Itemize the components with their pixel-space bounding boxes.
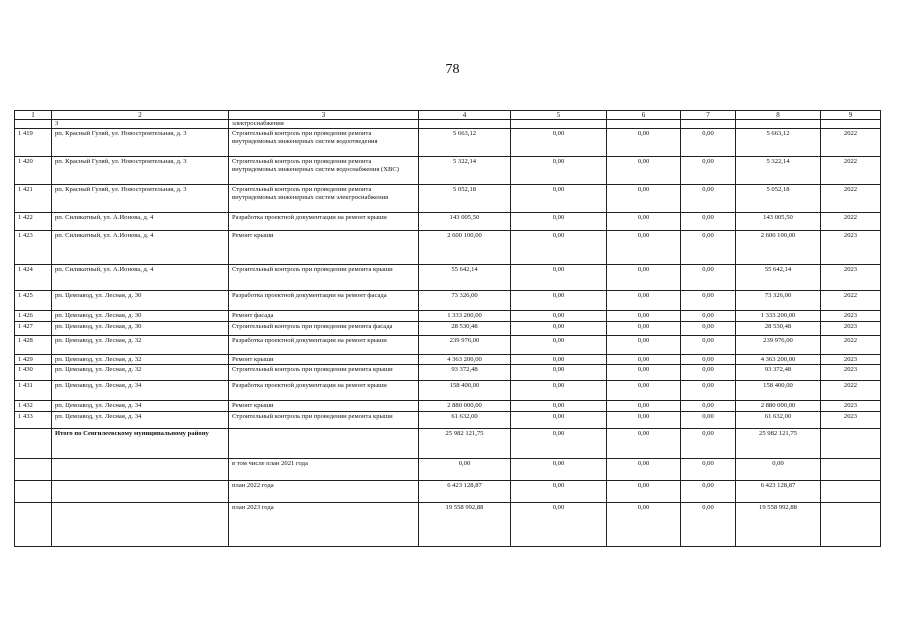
cell-work: Разработка проектной документации на ремонт крыши bbox=[229, 381, 419, 401]
cell-work: Разработка проектной документации на ремонт крыши bbox=[229, 335, 419, 354]
cell-value: 0,00 bbox=[681, 291, 736, 311]
cell-value: 0,00 bbox=[511, 213, 607, 231]
cell-address: рп. Силикатный, ул. А.Ионова, д. 4 bbox=[52, 231, 229, 265]
cell-value: 0,00 bbox=[511, 335, 607, 354]
plan-label: план 2023 года bbox=[229, 502, 419, 546]
cell-empty bbox=[52, 480, 229, 502]
cell-value: 0,00 bbox=[511, 354, 607, 365]
cell-value: 55 642,14 bbox=[419, 265, 511, 291]
cell-work: Ремонт крыши bbox=[229, 401, 419, 412]
table-row bbox=[15, 381, 881, 401]
cell-value: 0,00 bbox=[511, 365, 607, 381]
cell-work: Ремонт крыши bbox=[229, 231, 419, 265]
column-header: 9 bbox=[821, 111, 881, 120]
cell-value: 2022 bbox=[821, 185, 881, 213]
cell-value: 5 052,18 bbox=[419, 185, 511, 213]
cell-address: рп. Цемзавод, ул. Лесная, д. 34 bbox=[52, 401, 229, 412]
plan-value: 0,00 bbox=[511, 502, 607, 546]
cell-work: Строительный контроль при проведении ремонта крыши bbox=[229, 411, 419, 428]
cell-value: 0,00 bbox=[511, 291, 607, 311]
plan-label: в том числе план 2021 года bbox=[229, 458, 419, 480]
cell-address: рп. Красный Гуляй, ул. Новостроительная, д. 3 bbox=[52, 185, 229, 213]
cell-value: 4 363 200,00 bbox=[419, 354, 511, 365]
cell-row-number: 1 432 bbox=[15, 401, 52, 412]
cell-work: Ремонт фасада bbox=[229, 311, 419, 322]
plan-value: 0,00 bbox=[681, 480, 736, 502]
cell-value: 0,00 bbox=[681, 129, 736, 157]
plan-row bbox=[15, 502, 881, 546]
cell-value: 0,00 bbox=[607, 321, 681, 335]
plan-value: 0,00 bbox=[681, 458, 736, 480]
cell-row-number: 1 425 bbox=[15, 291, 52, 311]
cell-empty bbox=[511, 120, 607, 129]
plan-value: 0,00 bbox=[607, 458, 681, 480]
table-row bbox=[15, 401, 881, 412]
cell-empty bbox=[821, 428, 881, 458]
cell-value: 0,00 bbox=[681, 157, 736, 185]
plan-value: 19 558 992,88 bbox=[736, 502, 821, 546]
cell-work: Строительный контроль при проведении ремонта внутридомовых инженерных систем водоотведения bbox=[229, 129, 419, 157]
cell-empty bbox=[15, 458, 52, 480]
cell-row-number: 1 433 bbox=[15, 411, 52, 428]
cell-value: 1 333 200,00 bbox=[736, 311, 821, 322]
cell-value: 0,00 bbox=[607, 335, 681, 354]
cell-row-number: 1 422 bbox=[15, 213, 52, 231]
cell-row-number: 1 428 bbox=[15, 335, 52, 354]
cell-value: 0,00 bbox=[607, 185, 681, 213]
cell-value: 0,00 bbox=[681, 265, 736, 291]
cell-work: Строительный контроль при проведении ремонта фасада bbox=[229, 321, 419, 335]
cell-value: 2022 bbox=[821, 335, 881, 354]
cell-value: 2022 bbox=[821, 213, 881, 231]
cell-value: 4 363 200,00 bbox=[736, 354, 821, 365]
cell-work: Строительный контроль при проведении ремонта крыши bbox=[229, 365, 419, 381]
cell-empty bbox=[419, 120, 511, 129]
plan-value: 6 423 128,87 bbox=[419, 480, 511, 502]
cell-value: 0,00 bbox=[607, 381, 681, 401]
column-header: 1 bbox=[15, 111, 52, 120]
cell-value: 0,00 bbox=[607, 231, 681, 265]
cell-value: 0,00 bbox=[511, 157, 607, 185]
column-header: 2 bbox=[52, 111, 229, 120]
cell-work: Строительный контроль при проведении ремонта крыши bbox=[229, 265, 419, 291]
page-number: 78 bbox=[445, 62, 460, 77]
cell-address: рп. Красный Гуляй, ул. Новостроительная, д. 3 bbox=[52, 157, 229, 185]
cell-work: Строительный контроль при проведении ремонта внутридомовых инженерных систем электроснабжения bbox=[229, 185, 419, 213]
total-value: 0,00 bbox=[681, 428, 736, 458]
cell-row-number: 1 431 bbox=[15, 381, 52, 401]
cell-value: 0,00 bbox=[681, 365, 736, 381]
cell-value: 0,00 bbox=[511, 185, 607, 213]
cell-row-number: 1 424 bbox=[15, 265, 52, 291]
table-row bbox=[15, 335, 881, 354]
plan-value: 0,00 bbox=[681, 502, 736, 546]
cell-empty bbox=[52, 458, 229, 480]
cell-value: 0,00 bbox=[607, 354, 681, 365]
cell-value: 0,00 bbox=[681, 213, 736, 231]
cell-value: 0,00 bbox=[607, 129, 681, 157]
cell-value: 93 372,48 bbox=[736, 365, 821, 381]
cell-value: 1 333 200,00 bbox=[419, 311, 511, 322]
cell-value: 61 632,00 bbox=[736, 411, 821, 428]
table-row bbox=[15, 291, 881, 311]
cell-value: 2 880 000,00 bbox=[419, 401, 511, 412]
cell-value: 0,00 bbox=[511, 265, 607, 291]
total-row bbox=[15, 428, 881, 458]
cell-value: 0,00 bbox=[511, 321, 607, 335]
cell-value: 5 663,12 bbox=[736, 129, 821, 157]
column-header: 8 bbox=[736, 111, 821, 120]
table-header-row bbox=[15, 111, 881, 120]
cell-value: 0,00 bbox=[511, 311, 607, 322]
cell-address: рп. Цемзавод, ул. Лесная, д. 30 bbox=[52, 311, 229, 322]
cell-work: Разработка проектной документации на ремонт фасада bbox=[229, 291, 419, 311]
plan-value: 0,00 bbox=[736, 458, 821, 480]
cell-value: 0,00 bbox=[607, 213, 681, 231]
cell-value: 55 642,14 bbox=[736, 265, 821, 291]
cell-value: 2023 bbox=[821, 401, 881, 412]
cell-value: 0,00 bbox=[607, 265, 681, 291]
table-row bbox=[15, 213, 881, 231]
cell-value: 2022 bbox=[821, 381, 881, 401]
column-header: 3 bbox=[229, 111, 419, 120]
column-header: 7 bbox=[681, 111, 736, 120]
cell-value: 5 322,14 bbox=[419, 157, 511, 185]
cell-value: 2023 bbox=[821, 354, 881, 365]
plan-value: 0,00 bbox=[607, 502, 681, 546]
table-row bbox=[15, 321, 881, 335]
plan-row bbox=[15, 480, 881, 502]
table-row bbox=[15, 265, 881, 291]
cell-empty bbox=[15, 428, 52, 458]
cell-value: 2023 bbox=[821, 265, 881, 291]
cell-address: рп. Цемзавод, ул. Лесная, д. 32 bbox=[52, 365, 229, 381]
total-value: 25 982 121,75 bbox=[419, 428, 511, 458]
cell-value: 61 632,00 bbox=[419, 411, 511, 428]
cell-value: 143 005,50 bbox=[736, 213, 821, 231]
cell-value: 2023 bbox=[821, 411, 881, 428]
cell-value: 0,00 bbox=[511, 231, 607, 265]
table-body bbox=[15, 111, 881, 547]
cell-row-number: 1 429 bbox=[15, 354, 52, 365]
column-header: 5 bbox=[511, 111, 607, 120]
cell-value: 28 530,48 bbox=[419, 321, 511, 335]
table-row bbox=[15, 231, 881, 265]
cell-value: 2023 bbox=[821, 311, 881, 322]
cell-value: 2022 bbox=[821, 129, 881, 157]
cell-address: рп. Цемзавод, ул. Лесная, д. 34 bbox=[52, 411, 229, 428]
cell-empty bbox=[15, 480, 52, 502]
cell-value: 0,00 bbox=[511, 411, 607, 428]
cell-address: рп. Силикатный, ул. А.Ионова, д. 4 bbox=[52, 265, 229, 291]
cell-value: 0,00 bbox=[681, 411, 736, 428]
cell-value: 0,00 bbox=[681, 185, 736, 213]
cell-value: 0,00 bbox=[681, 321, 736, 335]
total-value: 0,00 bbox=[511, 428, 607, 458]
total-label: Итого по Сенгилеевскому муниципальному району bbox=[52, 428, 229, 458]
plan-value: 6 423 128,87 bbox=[736, 480, 821, 502]
cell-address: рп. Цемзавод, ул. Лесная, д. 34 bbox=[52, 381, 229, 401]
cell-value: 2023 bbox=[821, 365, 881, 381]
plan-row bbox=[15, 458, 881, 480]
cell-empty bbox=[681, 120, 736, 129]
cell-value: 0,00 bbox=[681, 381, 736, 401]
cell-work: электроснабжения bbox=[229, 120, 419, 129]
cell-value: 239 976,00 bbox=[736, 335, 821, 354]
cell-value: 2022 bbox=[821, 291, 881, 311]
column-header: 6 bbox=[607, 111, 681, 120]
cell-work: Разработка проектной документации на ремонт крыши bbox=[229, 213, 419, 231]
cell-row-number: 1 419 bbox=[15, 129, 52, 157]
cell-address: рп. Цемзавод, ул. Лесная, д. 32 bbox=[52, 354, 229, 365]
cell-value: 239 976,00 bbox=[419, 335, 511, 354]
cell-value: 2 880 000,00 bbox=[736, 401, 821, 412]
table-row bbox=[15, 354, 881, 365]
cell-empty bbox=[736, 120, 821, 129]
cell-empty bbox=[821, 120, 881, 129]
cell-value: 73 326,00 bbox=[736, 291, 821, 311]
cell-value: 28 530,48 bbox=[736, 321, 821, 335]
cell-address: рп. Красный Гуляй, ул. Новостроительная, д. 3 bbox=[52, 129, 229, 157]
cell-empty bbox=[821, 458, 881, 480]
cell-value: 5 663,12 bbox=[419, 129, 511, 157]
table-row bbox=[15, 157, 881, 185]
cell-value: 0,00 bbox=[681, 311, 736, 322]
cell-empty bbox=[821, 480, 881, 502]
cell-value: 2023 bbox=[821, 231, 881, 265]
table-row bbox=[15, 411, 881, 428]
repair-program-table bbox=[14, 110, 881, 547]
cell-value: 0,00 bbox=[607, 401, 681, 412]
cell-value: 0,00 bbox=[681, 401, 736, 412]
cell-value: 93 372,48 bbox=[419, 365, 511, 381]
table-row bbox=[15, 365, 881, 381]
cell-value: 0,00 bbox=[607, 365, 681, 381]
cell-row-number: 1 421 bbox=[15, 185, 52, 213]
cell-empty bbox=[15, 120, 52, 129]
cell-empty bbox=[52, 502, 229, 546]
cell-row-number: 1 427 bbox=[15, 321, 52, 335]
cell-value: 2023 bbox=[821, 321, 881, 335]
cell-value: 5 322,14 bbox=[736, 157, 821, 185]
cell-value: 0,00 bbox=[607, 311, 681, 322]
table-row bbox=[15, 185, 881, 213]
cell-value: 2 600 100,00 bbox=[419, 231, 511, 265]
cell-value: 0,00 bbox=[681, 231, 736, 265]
cell-row-number: 1 420 bbox=[15, 157, 52, 185]
cell-value: 158 400,00 bbox=[419, 381, 511, 401]
plan-value: 19 558 992,88 bbox=[419, 502, 511, 546]
plan-value: 0,00 bbox=[511, 480, 607, 502]
cell-value: 0,00 bbox=[607, 157, 681, 185]
cell-value: 73 326,00 bbox=[419, 291, 511, 311]
cell-work: Ремонт крыши bbox=[229, 354, 419, 365]
cell-empty bbox=[15, 502, 52, 546]
cell-empty bbox=[607, 120, 681, 129]
cell-address: рп. Цемзавод, ул. Лесная, д. 32 bbox=[52, 335, 229, 354]
cell-row-number: 1 430 bbox=[15, 365, 52, 381]
cell-value: 0,00 bbox=[681, 335, 736, 354]
cell-value: 2 600 100,00 bbox=[736, 231, 821, 265]
total-value: 25 982 121,75 bbox=[736, 428, 821, 458]
cell-value: 0,00 bbox=[511, 401, 607, 412]
cell-work: Строительный контроль при проведении ремонта внутридомовых инженерных систем водоснабжения (ХВС) bbox=[229, 157, 419, 185]
cell-value: 0,00 bbox=[681, 354, 736, 365]
cell-value: 0,00 bbox=[607, 411, 681, 428]
cell-value: 158 400,00 bbox=[736, 381, 821, 401]
cell-value: 5 052,18 bbox=[736, 185, 821, 213]
total-value: 0,00 bbox=[607, 428, 681, 458]
cell-value: 2022 bbox=[821, 157, 881, 185]
plan-value: 0,00 bbox=[607, 480, 681, 502]
plan-value: 0,00 bbox=[511, 458, 607, 480]
cell-address: рп. Цемзавод, ул. Лесная, д. 30 bbox=[52, 291, 229, 311]
cell-value: 143 005,50 bbox=[419, 213, 511, 231]
cell-row-number: 1 426 bbox=[15, 311, 52, 322]
cell-address: рп. Силикатный, ул. А.Ионова, д. 4 bbox=[52, 213, 229, 231]
cell-value: 0,00 bbox=[607, 291, 681, 311]
cell-value: 0,00 bbox=[511, 129, 607, 157]
table-row bbox=[15, 311, 881, 322]
plan-value: 0,00 bbox=[419, 458, 511, 480]
column-header: 4 bbox=[419, 111, 511, 120]
cell-address: рп. Цемзавод, ул. Лесная, д. 30 bbox=[52, 321, 229, 335]
cell-empty bbox=[229, 428, 419, 458]
continuation-row bbox=[15, 120, 881, 129]
plan-label: план 2022 года bbox=[229, 480, 419, 502]
cell-address: 3 bbox=[52, 120, 229, 129]
table-row bbox=[15, 129, 881, 157]
cell-empty bbox=[821, 502, 881, 546]
cell-row-number: 1 423 bbox=[15, 231, 52, 265]
cell-value: 0,00 bbox=[511, 381, 607, 401]
